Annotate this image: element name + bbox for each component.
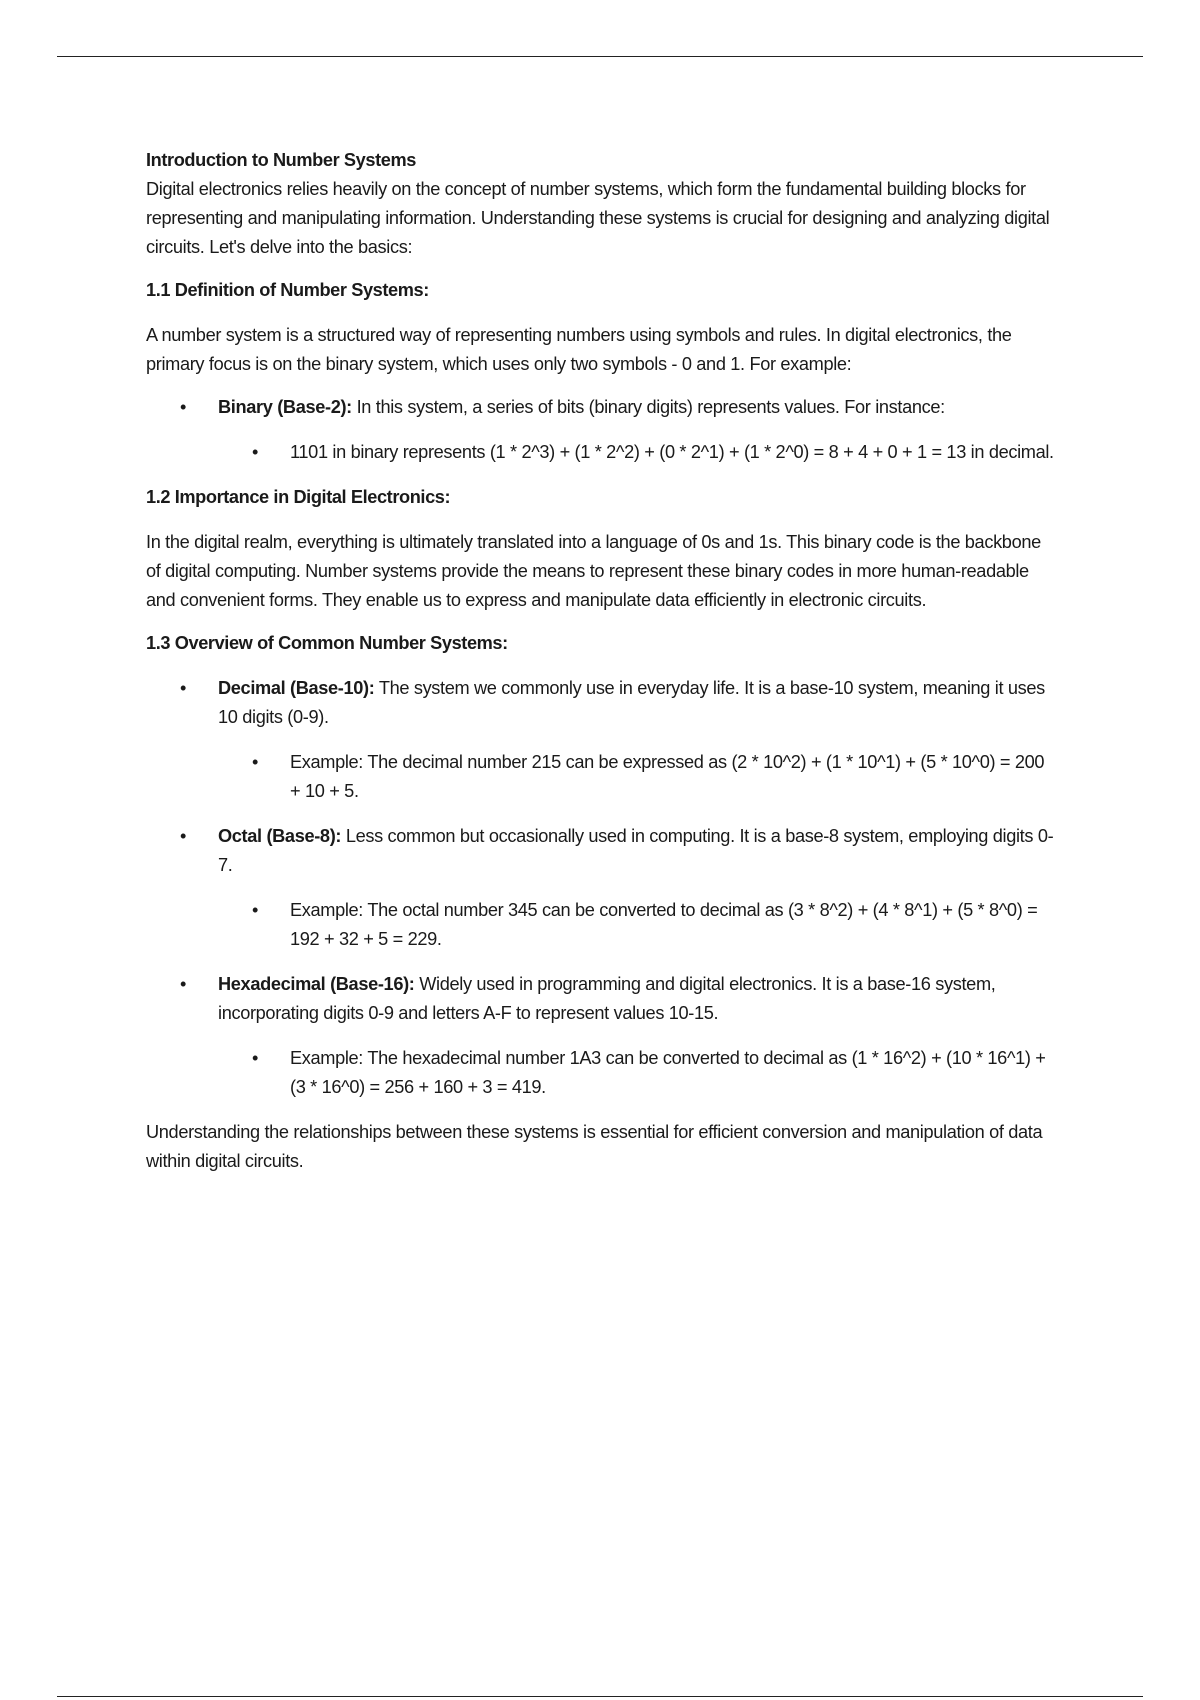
binary-example: • 1101 in binary represents (1 * 2^3) + (1 * 2^2) + (0 * 2^1) + (1 * 2^0) = 8 + 4 + 0 + 1 = 13 in decimal. xyxy=(218,438,1056,467)
header-rule xyxy=(57,56,1143,57)
octal-example: • Example: The octal number 345 can be converted to decimal as (3 * 8^2) + (4 * 8^1) + (5 * 8^0) = 192 + 32 + 5 = 229. xyxy=(218,896,1056,954)
term-octal: Octal (Base-8): xyxy=(218,826,342,846)
document-title: Introduction to Number Systems xyxy=(146,150,416,170)
term-decimal: Decimal (Base-10): xyxy=(218,678,375,698)
decimal-sublist xyxy=(218,748,1056,806)
octal-description: Less common but occasionally used in computing. It is a base-8 system, employing digits 0-7. xyxy=(218,826,1054,875)
list-item-hexadecimal xyxy=(146,970,1056,1102)
decimal-description: The system we commonly use in everyday life. It is a base-10 system, meaning it uses 10 digits (0-9). xyxy=(218,678,1045,727)
list-item-octal xyxy=(146,822,1056,954)
section-1-1-list xyxy=(146,393,1056,467)
section-heading-1-1: 1.1 Definition of Number Systems: xyxy=(146,280,429,300)
conclusion-paragraph: Understanding the relationships between these systems is essential for efficient conversion and manipulation of data within digital circuits. xyxy=(146,1122,1043,1171)
binary-sublist xyxy=(218,438,1056,467)
section-1-2-paragraph: In the digital realm, everything is ultimately translated into a language of 0s and 1s. This binary code is the backbone of digital computing. Number systems provide the means to represent these binary codes in more human-readable and convenient forms. They enable us to express and manipulate data efficiently in electronic circuits. xyxy=(146,532,1041,610)
decimal-example: • Example: The decimal number 215 can be expressed as (2 * 10^2) + (1 * 10^1) + (5 * 10^0) = 200 + 10 + 5. xyxy=(218,748,1056,806)
section-1-3-list xyxy=(146,674,1056,1102)
hexadecimal-description: Widely used in programming and digital electronics. It is a base-16 system, incorporating digits 0-9 and letters A-F to represent values 10-15. xyxy=(218,974,996,1023)
section-1-1-paragraph: A number system is a structured way of representing numbers using symbols and rules. In digital electronics, the primary focus is on the binary system, which uses only two symbols - 0 and 1. For example: xyxy=(146,325,1012,374)
section-heading-1-3: 1.3 Overview of Common Number Systems: xyxy=(146,633,508,653)
intro-paragraph: Digital electronics relies heavily on the concept of number systems, which form the fundamental building blocks for representing and manipulating information. Understanding these systems is crucial for designing and analyzing digital circuits. Let's delve into the basics: xyxy=(146,179,1050,257)
hexadecimal-example: • Example: The hexadecimal number 1A3 can be converted to decimal as (1 * 16^2) + (10 * 16^1) + (3 * 16^0) = 256 + 160 + 3 = 419. xyxy=(218,1044,1056,1102)
section-heading-1-2: 1.2 Importance in Digital Electronics: xyxy=(146,487,451,507)
list-item-binary xyxy=(146,393,1056,467)
term-binary: Binary (Base-2): xyxy=(218,397,352,417)
footer-rule xyxy=(57,1696,1143,1697)
octal-sublist xyxy=(218,896,1056,954)
binary-description: In this system, a series of bits (binary digits) represents values. For instance: xyxy=(351,397,945,417)
list-item-decimal xyxy=(146,674,1056,806)
document-body xyxy=(146,146,1056,1190)
hexadecimal-sublist xyxy=(218,1044,1056,1102)
term-hexadecimal: Hexadecimal (Base-16): xyxy=(218,974,415,994)
